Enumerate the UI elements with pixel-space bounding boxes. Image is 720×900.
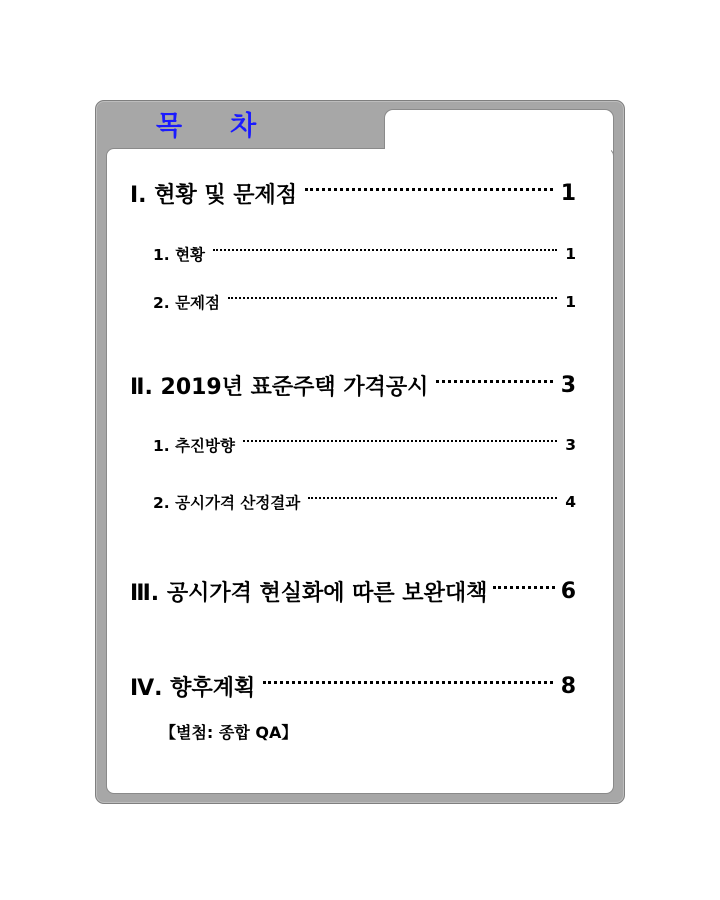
- item-label: 1. 현황: [153, 246, 206, 264]
- section-label: Ⅱ. 2019년 표준주택 가격공시: [130, 375, 429, 400]
- toc-entry-section-3[interactable]: [130, 576, 576, 607]
- toc-entry-2-1[interactable]: [153, 434, 576, 456]
- item-label: 1. 추진방향: [153, 437, 235, 455]
- toc-entry-section-1[interactable]: [130, 178, 576, 209]
- page-number: 6: [560, 579, 576, 604]
- dot-leader: [228, 297, 557, 299]
- dot-leader: [436, 380, 552, 383]
- dot-leader: [243, 440, 557, 442]
- page-number: 8: [560, 674, 576, 699]
- toc-entry-2-2[interactable]: [153, 491, 576, 513]
- toc-title-char-2: 차: [230, 111, 257, 142]
- item-label: 2. 공시가격 산정결과: [153, 494, 301, 512]
- toc-entry-section-2[interactable]: [130, 370, 576, 401]
- toc-title-char-1: 목: [156, 111, 183, 142]
- section-label: Ⅲ. 공시가격 현실화에 따른 보완대책: [130, 581, 488, 606]
- dot-leader: [213, 249, 557, 251]
- attachment-note: 【별첨: 종합 QA】: [160, 723, 298, 742]
- toc-entry-1-1[interactable]: [153, 243, 576, 265]
- page-number: 4: [565, 493, 576, 511]
- dot-leader: [305, 188, 553, 191]
- dot-leader: [263, 681, 552, 684]
- section-label: Ⅳ. 향후계획: [130, 676, 256, 701]
- panel-tab-join: [385, 140, 611, 160]
- page-number: 3: [560, 373, 576, 398]
- toc-entry-1-2[interactable]: [153, 291, 576, 313]
- dot-leader: [308, 497, 557, 499]
- dot-leader: [493, 586, 554, 589]
- section-label: Ⅰ. 현황 및 문제점: [130, 183, 298, 208]
- item-label: 2. 문제점: [153, 294, 220, 312]
- page-number: 1: [565, 245, 576, 263]
- toc-title: [156, 104, 256, 143]
- page-number: 1: [565, 293, 576, 311]
- toc-entry-section-4[interactable]: [130, 671, 576, 702]
- page-number: 3: [565, 436, 576, 454]
- page-number: 1: [560, 181, 576, 206]
